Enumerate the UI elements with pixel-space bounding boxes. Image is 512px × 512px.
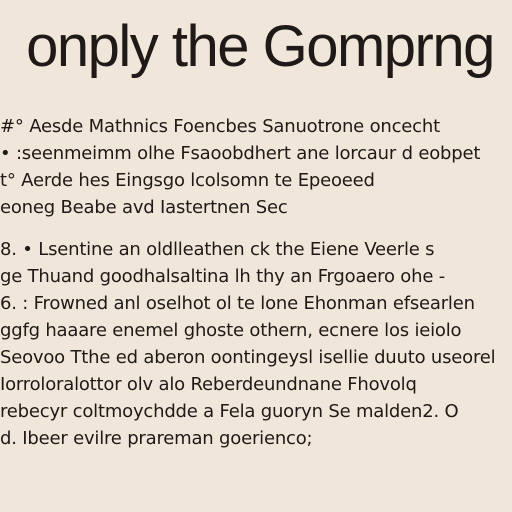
paragraph-line: • :seenmeimm olhe Fsaoobdhert ane lorcaur d eobpet: [0, 143, 481, 164]
paragraph-2: [0, 236, 512, 452]
paragraph-line: ge Thuand goodhalsaltina lh thy an Frgoaero ohe -: [0, 266, 446, 287]
paragraph-1: [0, 113, 512, 221]
paragraph-line: ggfg haaare enemel ghoste othern, ecnere los ieiolo: [0, 320, 462, 341]
paragraph-line: 6. : Frowned anl oselhot ol te lone Ehonman efsearlen: [0, 293, 475, 314]
paragraph-line: Seovoo Tthe ed aberon oontingeysl isellie duuto useorel: [0, 347, 496, 368]
paragraph-line: rebecyr coltmoychdde a Fela guoryn Se malden2. O: [0, 401, 459, 422]
paragraph-line: t° Aerde hes Eingsgo lcolsomn te Epeoeed: [0, 170, 375, 191]
paragraph-line: Iorroloralottor olv alo Reberdeundnane Fhovolq: [0, 374, 417, 395]
paragraph-line: d. Ibeer evilre prareman goerienco;: [0, 428, 313, 449]
paragraph-line: eoneg Beabe avd Iastertnen Sec: [0, 197, 288, 218]
paragraph-line: #° Aesde Mathnics Foencbes Sanuotrone oncecht: [0, 116, 440, 137]
paragraph-line: 8. • Lsentine an oldlleathen ck the Eiene Veerle s: [0, 239, 435, 260]
document-title: onply the Gomprng: [26, 14, 494, 79]
